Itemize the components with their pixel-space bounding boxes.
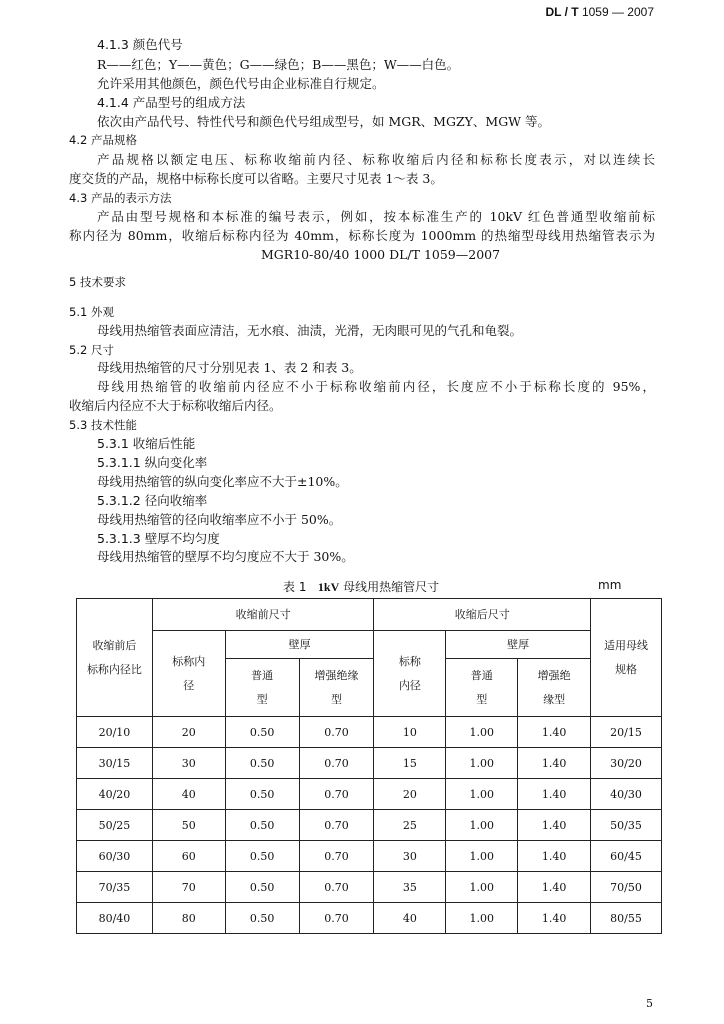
table-cell: 30/20 [591,748,662,779]
body-line: R——红色；Y——黄色；G——绿色；B——黑色；W——白色。 [97,57,460,72]
table-cell: 25 [374,810,446,841]
body-line: 产品规格以额定电压、标称收缩前内径、标称收缩后内径和标称长度表示，对以连续长 [97,152,655,167]
table-cell: 40 [374,903,446,934]
section-heading: 4.1.3 颜色代号 [97,37,183,52]
col-header-wall-after: 壁厚 [446,631,591,659]
table-cell: 80/40 [77,903,153,934]
dimension-table [76,598,662,934]
table-cell: 0.70 [299,810,374,841]
table-cell: 60/30 [77,841,153,872]
table-cell: 0.50 [225,717,299,748]
section-heading: 5.1 外观 [69,305,114,319]
table-cell: 0.70 [299,872,374,903]
section-heading: 5.2 尺寸 [69,343,114,357]
table-cell: 1.00 [446,810,518,841]
section-heading: 5.3.1.3 壁厚不均匀度 [97,531,220,546]
table-cell: 0.50 [225,779,299,810]
table-cell: 0.70 [299,779,374,810]
body-line: 母线用热缩管的壁厚不均匀度应不大于 30%。 [97,549,354,564]
table-row [77,748,662,779]
table-cell: 60/45 [591,841,662,872]
table-cell: 1.40 [518,903,591,934]
page-number: 5 [646,997,653,1010]
body-line: MGR10-80/40 1000 DL/T 1059—2007 [261,247,501,262]
col-header-before: 收缩前尺寸 [152,599,374,631]
table-cell: 0.70 [299,841,374,872]
table-cell: 80 [152,903,225,934]
table-cell: 50/35 [591,810,662,841]
table-cell: 0.50 [225,903,299,934]
section-heading: 4.3 产品的表示方法 [69,191,172,205]
table-cell: 0.50 [225,810,299,841]
body-line: 收缩后内径应不大于标称收缩后内径。 [69,398,282,413]
table-cell: 40/20 [77,779,153,810]
table-cell: 1.40 [518,872,591,903]
standard-prefix: DL / T [545,5,579,19]
body-line: 母线用热缩管的收缩前内径应不小于标称收缩前内径，长度应不小于标称长度的 95%， [97,379,655,394]
col-header-normal-after: 普通 型 [446,659,518,717]
table-cell: 20 [152,717,225,748]
table-cell: 1.40 [518,841,591,872]
col-header-ratio: 收缩前后 标称内径比 [77,599,153,717]
col-header-normal-before: 普通 型 [225,659,299,717]
table-cell: 50/25 [77,810,153,841]
table-cell: 1.40 [518,717,591,748]
section-heading: 5.3.1.2 径向收缩率 [97,493,208,508]
table-cell: 1.40 [518,748,591,779]
table-body [77,717,662,934]
table-cell: 0.70 [299,748,374,779]
table-cell: 10 [374,717,446,748]
table-cell: 1.00 [446,872,518,903]
table-row [77,872,662,903]
table-cell: 1.40 [518,779,591,810]
table-cell: 0.50 [225,748,299,779]
table-cell: 0.70 [299,717,374,748]
table-row [77,841,662,872]
body-line: 产品由型号规格和本标准的编号表示，例如，按本标准生产的 10kV 红色普通型收缩前标 [97,209,655,224]
table-cell: 70/35 [77,872,153,903]
table-cell: 30/15 [77,748,153,779]
section-heading: 5.3.1 收缩后性能 [97,436,196,451]
table-cell: 30 [374,841,446,872]
table-cell: 15 [374,748,446,779]
col-header-nominal-after: 标称 内径 [374,631,446,717]
table-unit: mm [598,578,622,592]
body-line: 母线用热缩管的径向收缩率应不小于 50%。 [97,512,342,527]
table-cell: 1.00 [446,779,518,810]
table-cell: 20/15 [591,717,662,748]
section-heading: 5 技术要求 [69,275,126,289]
table-cell: 60 [152,841,225,872]
table-cell: 20 [374,779,446,810]
table-cell: 0.50 [225,872,299,903]
table-row [77,779,662,810]
table-cell: 1.00 [446,903,518,934]
body-line: 母线用热缩管表面应清洁，无水痕、油渍，光滑，无肉眼可见的气孔和龟裂。 [97,323,523,338]
table-cell: 80/55 [591,903,662,934]
table-row [77,717,662,748]
table-row [77,903,662,934]
col-header-nominal-before: 标称内 径 [152,631,225,717]
table-cell: 70 [152,872,225,903]
table-cell: 1.00 [446,717,518,748]
col-header-reinforced-after: 增强绝 缘型 [518,659,591,717]
running-header [545,5,654,19]
col-header-wall-before: 壁厚 [225,631,374,659]
table-cell: 0.50 [225,841,299,872]
col-header-reinforced-before: 增强绝缘 型 [299,659,374,717]
col-header-after: 收缩后尺寸 [374,599,591,631]
body-line: 度交货的产品，规格中标称长度可以省略。主要尺寸见表 1～表 3。 [69,171,443,186]
body-line: 允许采用其他颜色，颜色代号由企业标准自行规定。 [97,76,385,91]
section-heading: 5.3 技术性能 [69,418,137,432]
table-cell: 1.00 [446,841,518,872]
standard-number: 1059 — 2007 [581,5,654,19]
table-cell: 40/30 [591,779,662,810]
section-heading: 4.1.4 产品型号的组成方法 [97,95,246,110]
body-line: 依次由产品代号、特性代号和颜色代号组成型号，如 MGR、MGZY、MGW 等。 [97,114,550,129]
body-line: 称内径为 80mm，收缩后标称内径为 40mm，标称长度为 1000mm 的热缩型母线用热缩管表示为 [69,228,655,243]
table-cell: 30 [152,748,225,779]
table-title: 表 1 1kV 母线用热缩管尺寸 [283,580,440,594]
body-line: 母线用热缩管的尺寸分别见表 1、表 2 和表 3。 [97,360,362,375]
body-line: 母线用热缩管的纵向变化率应不大于±10%。 [97,474,348,489]
table-cell: 35 [374,872,446,903]
table-row [77,810,662,841]
table-cell: 50 [152,810,225,841]
section-heading: 5.3.1.1 纵向变化率 [97,455,208,470]
table-cell: 0.70 [299,903,374,934]
table-cell: 70/50 [591,872,662,903]
section-heading: 4.2 产品规格 [69,133,137,147]
table-cell: 1.00 [446,748,518,779]
table-cell: 20/10 [77,717,153,748]
table-cell: 1.40 [518,810,591,841]
col-header-busbar: 适用母线 规格 [591,599,662,717]
table-cell: 40 [152,779,225,810]
